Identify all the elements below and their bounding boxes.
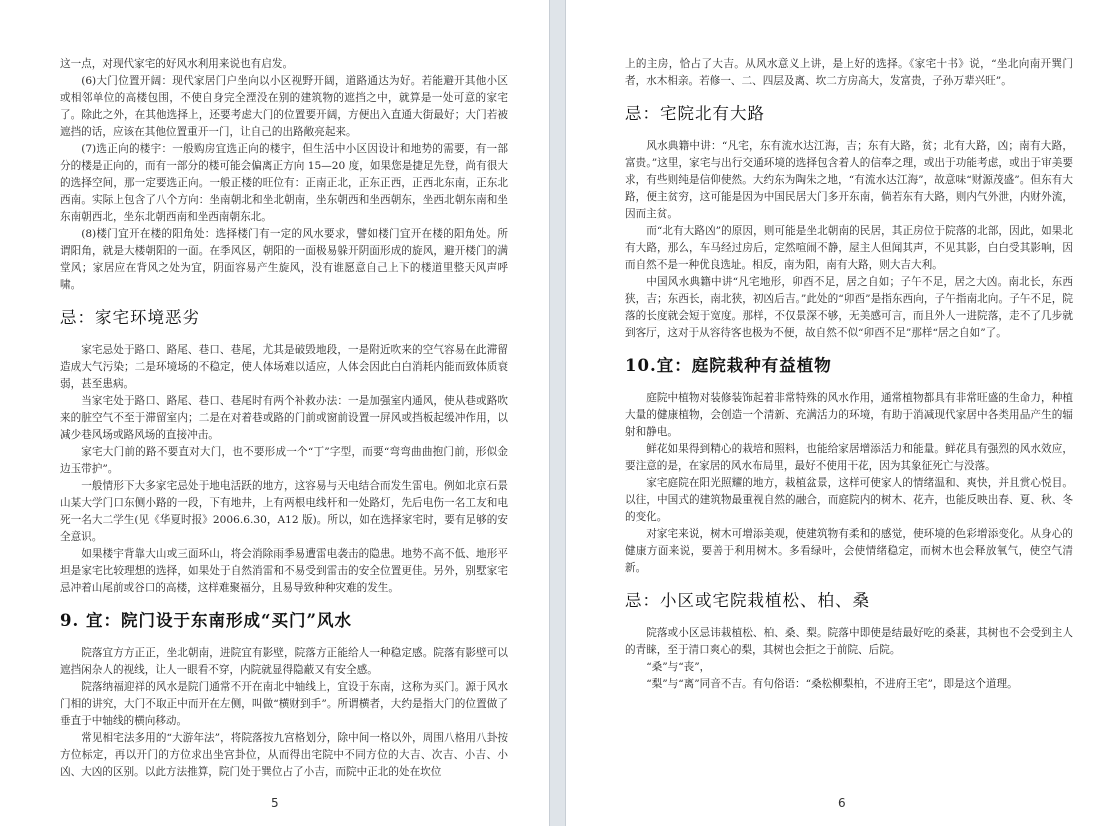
- paragraph: (8)楼门宜开在楼的阳角处：选择楼门有一定的风水要求，譬如楼门宜开在楼的阳角处。所谓阳角，就是大楼朝阳的一面。在季风区，朝阳的一面极易躲开阴面形成的旋风，避开楼门的满堂风；家居应在背风之处为宜，阴面容易产生旋风，没有谁愿意自己上下的楼道里整天风声呼啸。: [60, 228, 508, 291]
- paragraph: 当家宅处于路口、路尾、巷口、巷尾时有两个补救办法：一是加强室内通风，使从巷或路吹来的脏空气不至于滞留室内；二是在对着巷或路的门前或窗前设置一屏风或挡板起缓冲作用，以减少巷风场或路风场的直接冲击。: [60, 395, 508, 441]
- paragraph: 庭院中植物对装修装饰起着非常特殊的风水作用，通常植物都具有非常旺盛的生命力，种植大量的健康植物，会创造一个清新、充满活力的环境，有助于消减现代家居中各类用品产生的辐射和静电。: [625, 392, 1073, 438]
- paragraph: 风水典籍中讲：“凡宅，东有流水达江海，吉；东有大路，贫；北有大路，凶；南有大路，富贵。”这里，家宅与出行交通环境的选择包含着人的信奉之理，或出于功能考虑，或出于审美要求，有些则纯是信仰使然。大约东为陶朱之地，“有流水达江海”，故意味“财源茂盛”。但东有大路，便主贫穷，这可能是因为中国民居大门多开东南，倘若东有大路，则内气外泄，内财外流，因而主贫。: [625, 140, 1073, 220]
- paragraph: 而“北有大路凶”的原因，则可能是坐北朝南的民居，其正房位于院落的北部，因此，如果北有大路，那么，车马经过房后，定然喧闹不静，屋主人但闻其声，不见其影，白白受其影响，因而自然不是一种优良选址。相反，南为阳，南有大路，则大吉大利。: [625, 225, 1073, 271]
- page-content: [625, 56, 1073, 693]
- paragraph: 院落纳福迎祥的风水是院门通常不开在南北中轴线上，宜设于东南，这称为买门。源于风水门相的讲究，大门不取正中而开在左侧，叫做“横财到手”。所谓横者，大约是指大门的位置做了垂直于中轴线的横向移动。: [60, 681, 508, 727]
- paragraph: 对家宅来说，树木可增添美观，使建筑物有柔和的感觉，使环境的色彩增添变化。从身心的健康方面来说，要善于利用树木。多看绿叶，会使情绪稳定，而树木也会释放氧气，使空气清新。: [625, 528, 1073, 574]
- paragraph: 鲜花如果得到精心的栽培和照料，也能给家居增添活力和能量。鲜花具有强烈的风水效应，要注意的是，在家居的风水布局里，最好不使用干花，因为其象征死亡与没落。: [625, 443, 1073, 472]
- paragraph: (7)选正向的楼宇：一般购房宜选正向的楼宇，但生活中小区因设计和地势的需要，有一部分的楼是正向的，而有一部分的楼可能会偏离正方向 15—20 度，如果您是捷足先登，尚有很大的选择空间，那一定要选正向。一般正楼的旺位有：正南正北，正东正西，正西北东南，正东北西南。实际上包含了八个方向：坐南朝北和坐北朝南，坐东朝西和坐西朝东，坐西北朝东南和坐东南朝西北，坐东北朝西南和坐西南朝东北。: [60, 143, 508, 223]
- paragraph: 院落或小区忌讳栽植松、柏、桑、梨。院落中即使是结最好吃的桑葚，其树也不会受到主人的青睐，至于清口爽心的梨，其树也会拒之于前院、后院。: [625, 627, 1073, 656]
- section-heading: 10.宜：庭院栽种有益植物: [625, 356, 832, 375]
- document-page-left: [0, 0, 549, 826]
- paragraph: 院落宜方方正正，坐北朝南，进院宜有影壁，院落方正能给人一种稳定感。院落有影壁可以遮挡闲杂人的视线，让人一眼看不穿，内院就显得隐蔽又有安全感。: [60, 647, 508, 676]
- paragraph: “桑”与“丧”，: [646, 661, 711, 673]
- paragraph: 一般情形下大多家宅忌处于地电活跃的地方，这容易与天电结合而发生雷电。例如北京石景山某大学门口东侧小路的一段，下有地井，上有两根电线杆和一处路灯，先后电伤一名工友和电死一名大二学生(见《华夏时报》2006.6.30，A12 版)。所以，如在选择家宅时，要有足够的安全意识。: [60, 480, 508, 543]
- document-page-right: [567, 0, 1112, 826]
- paragraph: “梨”与“离”同音不吉。有句俗语：“桑松柳梨柏，不进府王宅”，即是这个道理。: [646, 678, 1018, 690]
- paragraph: 家宅忌处于路口、路尾、巷口、巷尾，尤其是破毁地段，一是附近吹来的空气容易在此滞留造成大气污染；二是环境场的不稳定，使人体场难以适应，人体会因此白白消耗内能而致体质衰弱，甚至患病。: [60, 344, 508, 390]
- page-number: 6: [838, 796, 846, 810]
- paragraph: 上的主房，恰占了大吉。从风水意义上讲，是上好的选择。《家宅十书》说，“坐北向南开巽门者，水木相亲。若修一、二、四层及离、坎二方房高大，发富贵，子孙万辈兴旺”。: [625, 58, 1073, 87]
- section-heading: 忌：小区或宅院栽植松、柏、桑: [625, 591, 870, 610]
- page-divider: [549, 0, 566, 826]
- paragraph: (6)大门位置开阔：现代家居门户坐向以小区视野开阔，道路通达为好。若能避开其他小区或相邻单位的高楼包围，不使自身完全湮没在别的建筑物的遮挡之中，就算是一处可意的家宅了。除此之外，在其他选择上，还要考虑大门的位置要开阔，方便出入直通大街最好；大门若被遮挡的话，应该在其他位置重开一门，让自己的出路敞亮起来。: [60, 75, 508, 138]
- paragraph: 常见相宅法多用的“大游年法”，将院落按九宫格划分，除中间一格以外，周围八格用八卦按方位标定，再以开门的方位求出坐宫卦位，从而得出宅院中不同方位的大吉、次吉、小吉、小凶、大凶的区别。以此方法推算，院门处于巽位占了小吉，而院中正北的处在坎位: [60, 732, 508, 778]
- section-heading: 9. 宜：院门设于东南形成“买门”风水: [60, 611, 352, 630]
- page-number: 5: [271, 796, 279, 810]
- paragraph: 如果楼宇背靠大山或三面环山，将会消除雨季易遭雷电袭击的隐患。地势不高不低、地形平坦是家宅比较理想的选择，如果处于自然消雷和不易受到雷击的安全位置更佳。另外，别墅家宅忌冲着山尾前或谷口的高楼，这样难聚福分，且易导致种种灾难的发生。: [60, 548, 508, 594]
- paragraph: 中国风水典籍中讲“凡宅地形，卯酉不足，居之自如；子午不足，居之大凶。南北长，东西狭，吉；东西长，南北狭，初凶后吉。”此处的“卯酉”是指东西向，子午指南北向。子午不足，院落的长度就会短于宽度。那样，不仅景深不够，无美感可言，而且外人一进院落，走不了几步就到客厅，这对于从容待客也极为不便，故自然不似“卯酉不足”那样“居之自如”了。: [625, 276, 1073, 339]
- page-content: [60, 56, 508, 781]
- paragraph: 家宅大门前的路不要直对大门，也不要形成一个“丁”字型，而要“弯弯曲曲抱门前，形似金边玉带护”。: [60, 446, 508, 475]
- paragraph: 家宅庭院在阳光照耀的地方，栽植盆景，这样可使家人的情绪温和、爽快，并且赏心悦目。以往，中国式的建筑物最重视自然的融合，而庭院内的树木、花卉，也能反映出春、夏、秋、冬的变化。: [625, 477, 1073, 523]
- section-heading: 忌：宅院北有大路: [625, 104, 765, 123]
- section-heading: 忌：家宅环境恶劣: [60, 308, 200, 327]
- paragraph: 这一点，对现代家宅的好风水利用来说也有启发。: [60, 58, 294, 70]
